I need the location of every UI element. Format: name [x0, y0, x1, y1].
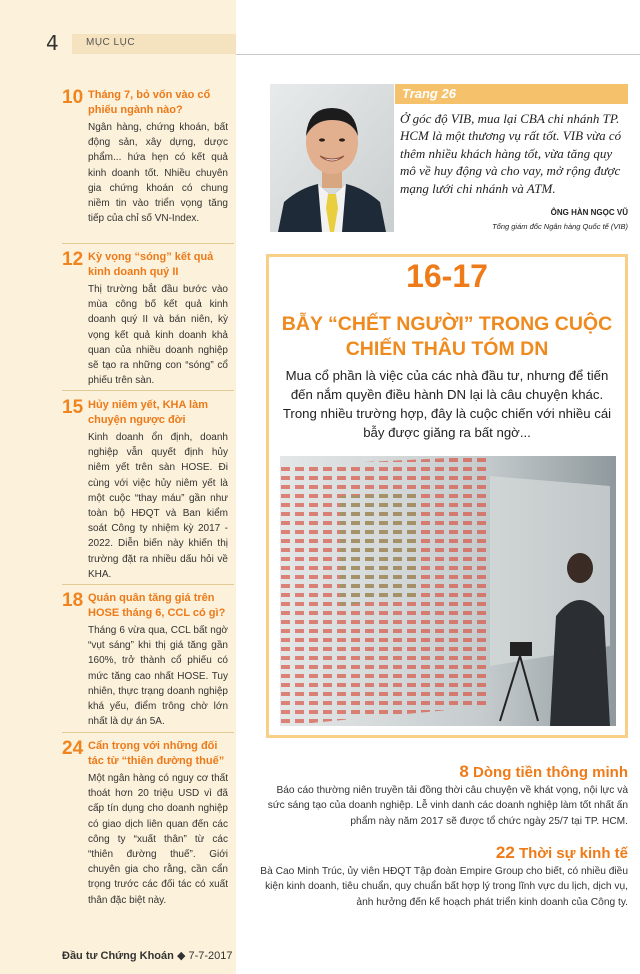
- page-number: 4: [46, 31, 59, 55]
- footer: [62, 949, 233, 962]
- entry-divider: [62, 390, 234, 391]
- side-item-title: Thời sự kinh tế: [518, 845, 628, 862]
- issue-date: 7-7-2017: [188, 950, 233, 962]
- entry-divider: [62, 732, 234, 733]
- side-item-page-number: 22: [495, 843, 515, 862]
- quote-author-role: Tổng giám đốc Ngân hàng Quốc tế (VIB): [492, 222, 628, 231]
- side-item-22[interactable]: [258, 843, 628, 910]
- quote-text: Ở góc độ VIB, mua lại CBA chi nhánh TP. HCM là một thương vụ rất tốt. VIB vừa có thêm nhiều khách hàng tốt, vừa tăng quy mô về huy động và cho vay, mở rộng được mạng lưới chi nhánh và ATM.: [400, 111, 622, 196]
- quote-page-label[interactable]: Trang 26: [402, 86, 456, 101]
- entry-body: Kinh doanh ổn định, doanh nghiệp vẫn quyết định hủy niêm yết trên sàn HOSE. Đi cùng với việc hủy niêm yết là một cuộc “thay máu” gần như toàn bộ HĐQT và Ban kiểm soát Công ty nhiệm kỳ 2017 - 2022. Diễn biến này khiến thị trường đặt ra nhiều dấu hỏi về KHA.: [88, 432, 228, 580]
- publication-name: Đầu tư Chứng Khoán: [62, 950, 174, 962]
- side-item-title: Dòng tiền thông minh: [473, 764, 628, 781]
- feature-page-range: 16-17: [406, 258, 488, 294]
- entry-page-number: 24: [62, 738, 84, 759]
- entry-title: Cẩn trọng với những đối tác từ “thiên đường thuế”: [88, 740, 225, 767]
- section-label: MỤC LỤC: [86, 37, 136, 48]
- portrait-illustration: [270, 84, 394, 232]
- entry-page-number: 15: [62, 397, 84, 418]
- entry-body: Một ngân hàng có nguy cơ thất thoát hơn 20 triệu USD vì đã cấp tín dụng cho doanh nghiệp có giao dịch liên quan đến các công ty “xuất thân” từ các “thiên đường thuế”. Giới chuyên gia cho rằng, cần cẩn trọng trước các đối tác có xuất thân đặc biệt này.: [88, 773, 228, 906]
- entry-title: Hủy niêm yết, KHA làm chuyện ngược đời: [88, 399, 209, 426]
- entry-title: Kỳ vọng “sóng” kết quả kinh doanh quý II: [88, 251, 214, 278]
- stock-board-photo: [280, 456, 616, 726]
- stock-board-illustration: [280, 456, 616, 726]
- entry-body: Thị trường bắt đầu bước vào mùa công bố kết quả kinh doanh quý II và bán niên, kỳ vọng kết quả kinh doanh khả quan của nhiều doanh nghiệp sẽ tạo ra những con “sóng” cổ phiếu trên sàn.: [88, 284, 228, 387]
- side-item-body: Bà Cao Minh Trúc, ủy viên HĐQT Tập đoàn Empire Group cho biết, có nhiều điều kiện kinh doanh, tiêu chuẩn, quy chuẩn bất hợp lý trong lĩnh vực du lịch, dịch vụ, ảnh hưởng đến kế hoạch phát triển kinh doanh của Công ty.: [260, 866, 628, 908]
- entry-title: Quán quân tăng giá trên HOSE tháng 6, CCL có gì?: [88, 592, 226, 619]
- entry-body: Tháng 6 vừa qua, CCL bất ngờ “vụt sáng” khi thị giá tăng gần 160%, trở thành cổ phiếu có mức tăng cao nhất HOSE. Tuy nhiên, thực trạng doanh nghiệp khá yếu, điểm trông chờ lớn nhất là dự án 5A.: [88, 625, 228, 728]
- entry-body: Ngân hàng, chứng khoán, bất động sản, xây dựng, dược phẩm... hứa hẹn có kết quả kinh doanh tốt. Nhiều chuyên gia chứng khoán có chung niềm tin vào triển vọng tăng tiếp của chỉ số VN-Index.: [88, 122, 228, 225]
- portrait-photo: [270, 84, 394, 232]
- feature-lead: Mua cổ phần là việc của các nhà đầu tư, nhưng để tiến đến nắm quyền điều hành DN lại là câu chuyện khác. Trong nhiều trường hợp, đây là cuộc chiến với nhiều cái bẫy được giăng ra bất ngờ...: [282, 368, 612, 440]
- feature-pages: [0, 258, 628, 295]
- entry-title: Tháng 7, bỏ vốn vào cổ phiếu ngành nào?: [88, 89, 211, 116]
- side-item-body: Báo cáo thường niên truyền tải đồng thời câu chuyện về khát vọng, nội lực và sức sáng tạo của doanh nghiệp. Lễ vinh danh các doanh nghiệp làm tốt nhất ấn phẩm này năm 2017 sẽ được tổ chức ngày 25/7 tại TP. HCM.: [267, 785, 628, 827]
- toc-entry-24[interactable]: [62, 739, 228, 908]
- toc-entry-18[interactable]: [62, 591, 228, 729]
- feature-title: BẪY “CHẾT NGƯỜI” TRONG CUỘC CHIẾN THÂU TÓM DN: [281, 313, 613, 360]
- side-item-heading: [258, 843, 628, 863]
- entry-divider: [62, 243, 234, 244]
- toc-entry-15[interactable]: [62, 398, 228, 582]
- side-item-8[interactable]: [258, 762, 628, 829]
- header-rule: [236, 54, 640, 55]
- footer-separator: ◆: [176, 950, 186, 962]
- entry-page-number: 10: [62, 87, 84, 108]
- entry-divider: [62, 584, 234, 585]
- side-item-heading: [258, 762, 628, 782]
- quote-author-name: ÔNG HÀN NGỌC VŨ: [550, 208, 628, 217]
- entry-page-number: 12: [62, 249, 84, 270]
- toc-entry-10[interactable]: [62, 88, 228, 226]
- side-item-page-number: 8: [459, 762, 469, 781]
- entry-page-number: 18: [62, 590, 84, 611]
